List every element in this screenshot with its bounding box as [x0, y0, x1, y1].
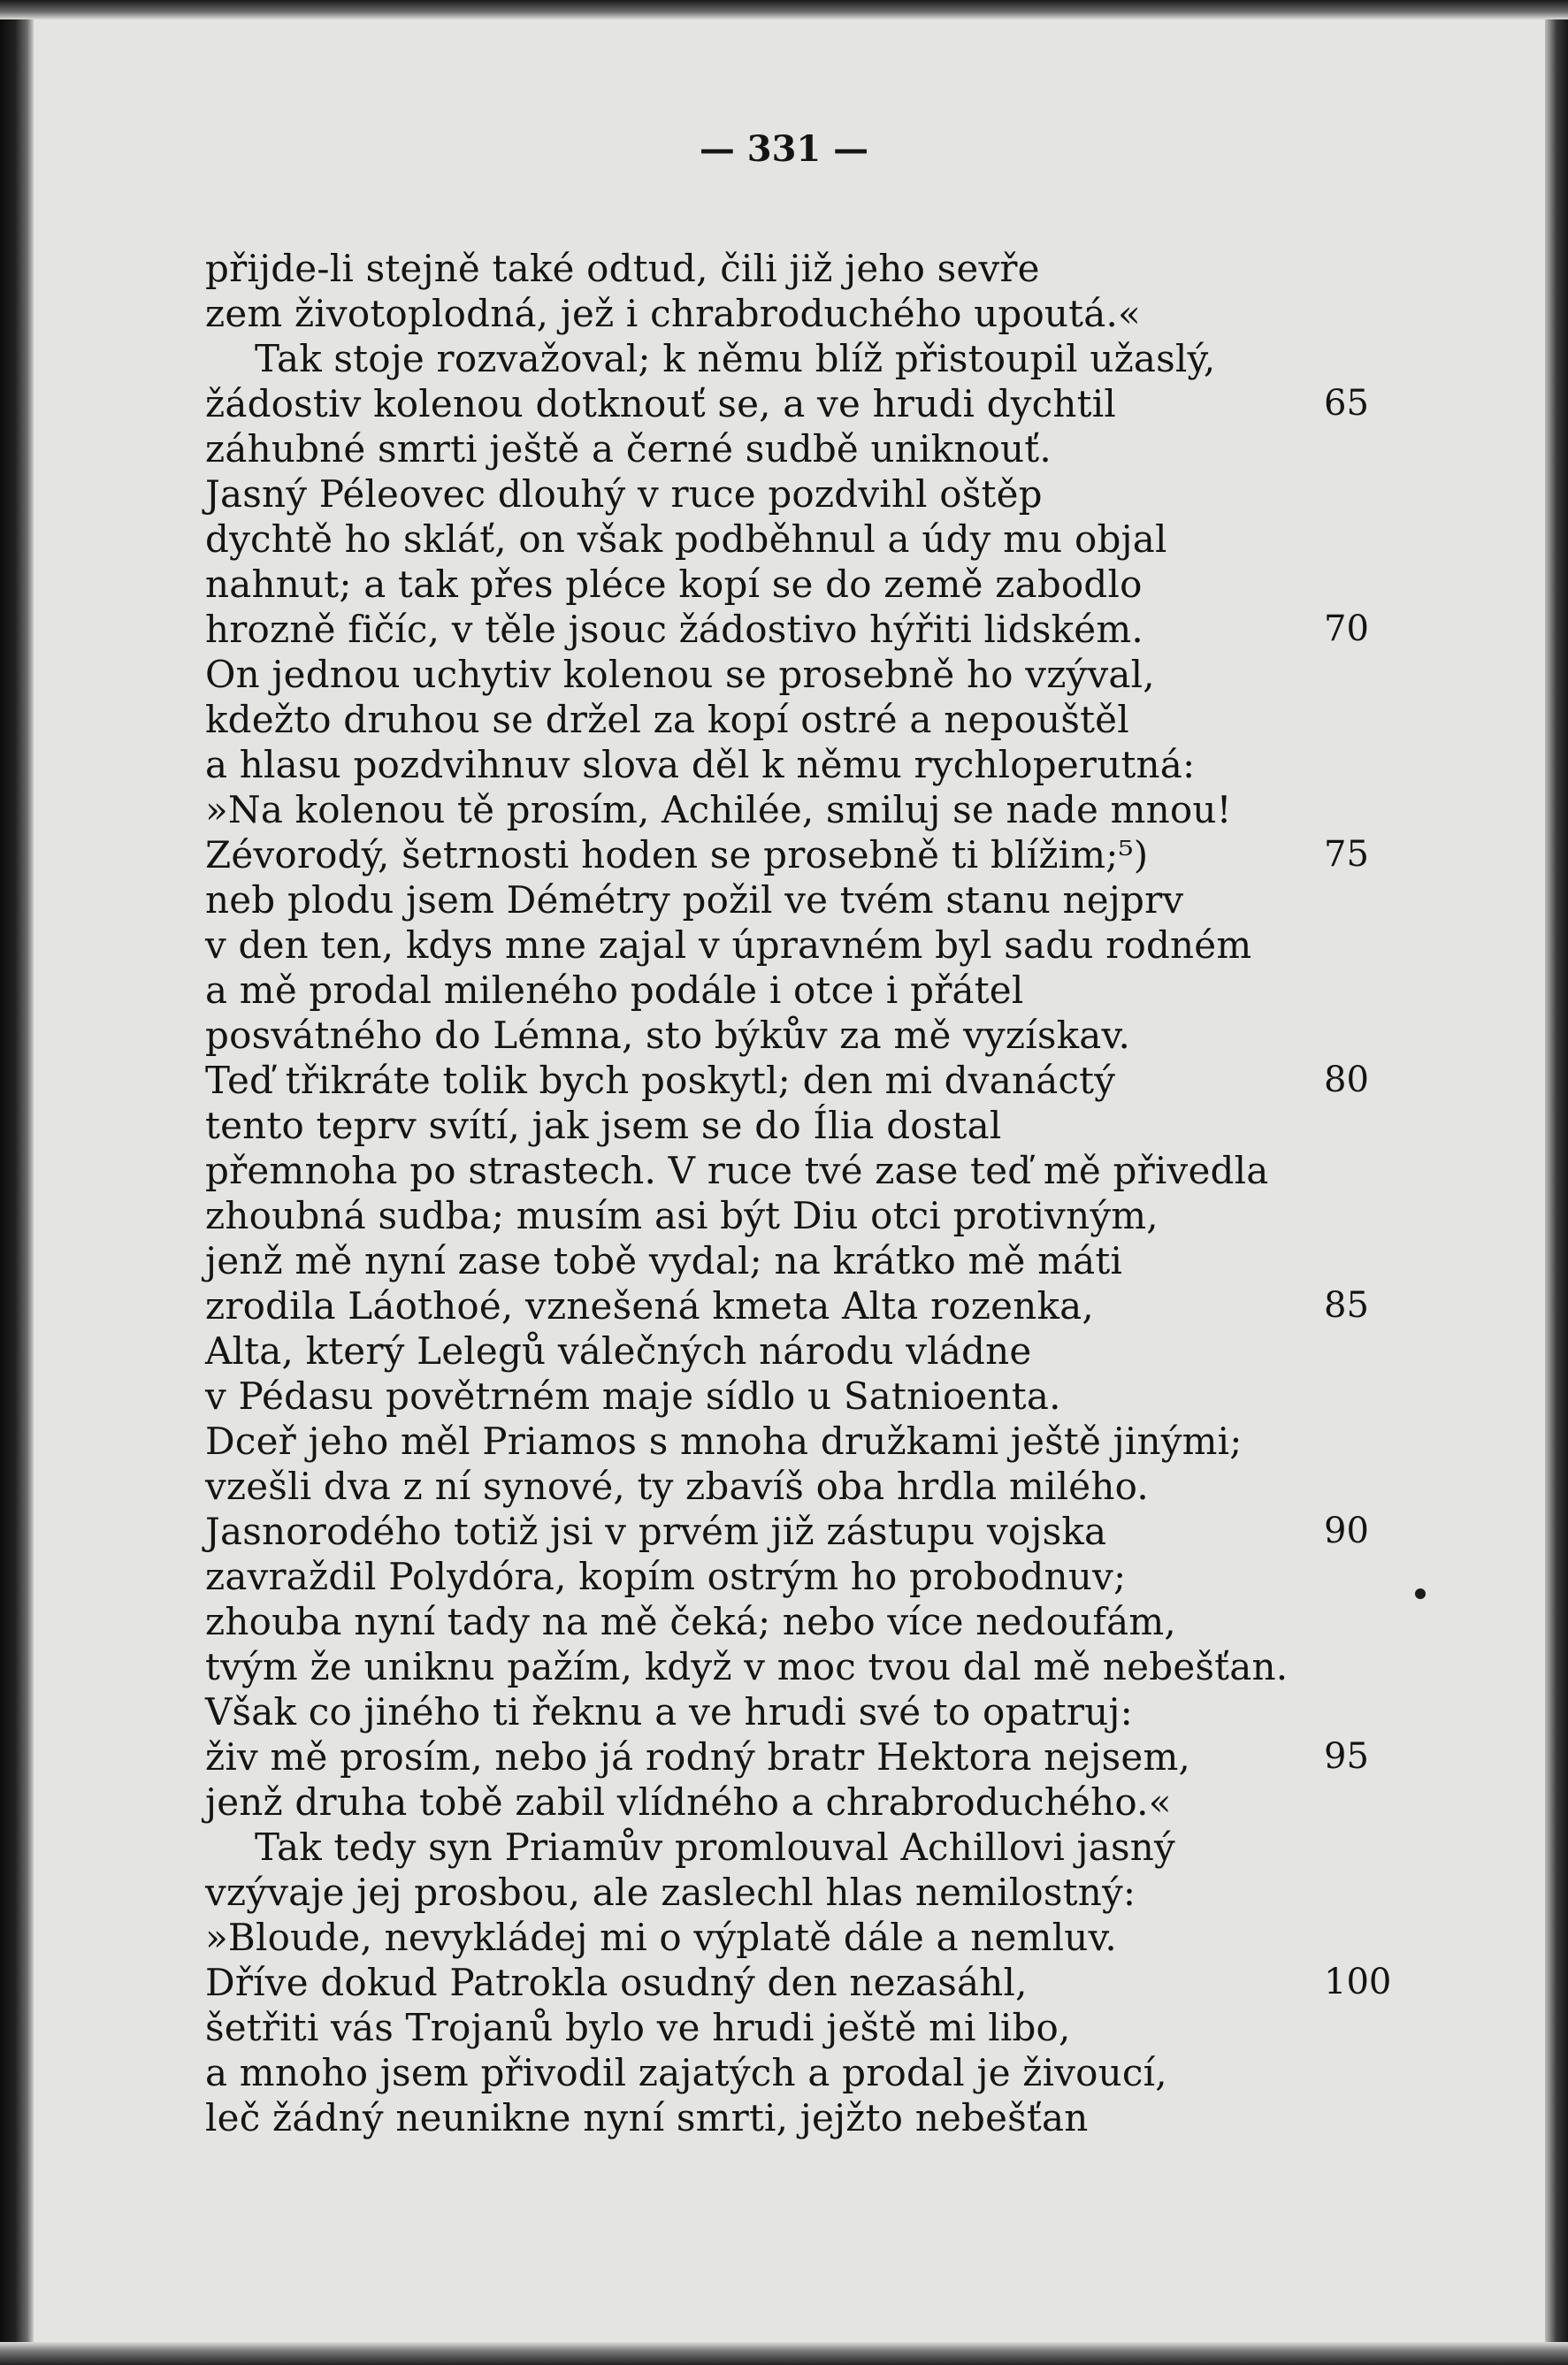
- verse-line-number: 65: [1324, 383, 1369, 424]
- verse-line: [205, 517, 1381, 562]
- verse-line-text: Tak stoje rozvažoval; k němu blíž přistoupil užaslý,: [255, 337, 1216, 380]
- verse-line: [205, 607, 1381, 652]
- verse-line: [205, 1238, 1381, 1283]
- verse-line-text: přijde-li stejně také odtud, čili již jeho sevře: [205, 247, 1040, 290]
- verse-line-text: Jasný Péleovec dlouhý v ruce pozdvihl oštěp: [205, 472, 1043, 516]
- verse-line: [205, 1419, 1381, 1464]
- verse-line: [205, 697, 1381, 742]
- verse-line-text: a mě prodal mileného podále i otce i přátel: [205, 968, 1024, 1012]
- verse-line-text: Alta, který Lelegů válečných národu vládne: [205, 1329, 1032, 1373]
- verse-line: [205, 1689, 1381, 1734]
- verse-line: [205, 787, 1381, 832]
- verse-line-text: zhouba nyní tady na mě čeká; nebo více nedoufám,: [205, 1600, 1176, 1643]
- verse-line: [205, 877, 1381, 922]
- verse-line-text: vzývaje jej prosbou, ale zaslechl hlas nemilostný:: [205, 1871, 1136, 1914]
- verse-line: [205, 381, 1381, 426]
- verse-line-text: leč žádný neunikne nyní smrti, jejžto nebešťan: [205, 2096, 1089, 2139]
- verse-line: [205, 1599, 1381, 1644]
- verse-line-number: 90: [1324, 1511, 1369, 1551]
- verse-line: [205, 652, 1381, 697]
- verse-line-text: Však co jiného ti řeknu a ve hrudi své to opatruj:: [205, 1690, 1133, 1734]
- verse-line: [205, 922, 1381, 968]
- verse-line-text: a mnoho jsem přivodil zajatých a prodal je živoucí,: [205, 2051, 1167, 2094]
- verse-line: [205, 246, 1381, 291]
- verse-line-text: Teď třikráte tolik bych poskytl; den mi dvanáctý: [205, 1059, 1116, 1102]
- verse-line-number: 80: [1324, 1060, 1369, 1100]
- verse-line-text: Dceř jeho měl Priamos s mnoha družkami ještě jinými;: [205, 1420, 1243, 1463]
- verse-line: [205, 1103, 1381, 1148]
- verse-line-text: tvým že uniknu pažím, když v moc tvou dal mě nebešťan.: [205, 1645, 1289, 1688]
- verse-line: [205, 1013, 1381, 1058]
- verse-line: [205, 1644, 1381, 1689]
- verse-text-block: [205, 246, 1392, 2140]
- verse-line: [205, 2050, 1381, 2095]
- verse-line: [205, 1374, 1381, 1419]
- verse-line-text: přemnoha po strastech. V ruce tvé zase teď mě přivedla: [205, 1149, 1269, 1192]
- verse-line-text: Tak tedy syn Priamův promlouval Achillovi jasný: [255, 1825, 1175, 1869]
- verse-line: [205, 1825, 1381, 1870]
- verse-line: [205, 471, 1381, 517]
- verse-line-text: zhoubná sudba; musím asi být Diu otci protivným,: [205, 1194, 1159, 1237]
- verse-line-number: 85: [1324, 1285, 1369, 1326]
- verse-line: [205, 1148, 1381, 1193]
- verse-line-text: a hlasu pozdvihnuv slova děl k němu rychloperutná:: [205, 743, 1196, 786]
- verse-line: [205, 1328, 1381, 1374]
- verse-line: [205, 1734, 1381, 1779]
- bottom-edge-shadow: [0, 2342, 1568, 2365]
- ink-speck: [1415, 1588, 1426, 1599]
- verse-line: [205, 1960, 1392, 2005]
- verse-line-text: hrozně fičíc, v těle jsouc žádostivo hýřiti lidském.: [205, 608, 1143, 651]
- verse-line-text: zavraždil Polydóra, kopím ostrým ho probodnuv;: [205, 1555, 1127, 1598]
- verse-line: [205, 2095, 1381, 2140]
- verse-line-text: nahnut; a tak přes pléce kopí se do země zabodlo: [205, 563, 1143, 606]
- verse-line: [205, 1464, 1381, 1509]
- verse-line: [205, 562, 1381, 607]
- binding-shadow: [0, 0, 34, 2365]
- verse-line-text: kdežto druhou se držel za kopí ostré a nepouštěl: [205, 698, 1129, 741]
- verse-line: [205, 1509, 1381, 1554]
- top-edge-shadow: [0, 0, 1568, 19]
- verse-line: [205, 1870, 1381, 1915]
- verse-line: [205, 1915, 1381, 1960]
- verse-line-text: jenž druha tobě zabil vlídného a chrabroduchého.«: [205, 1780, 1172, 1824]
- verse-line-text: šetřiti vás Trojanů bylo ve hrudi ještě mi libo,: [205, 2006, 1071, 2049]
- verse-line-text: záhubné smrti ještě a černé sudbě uniknouť.: [205, 427, 1052, 471]
- verse-line: [205, 1779, 1381, 1825]
- verse-line-text: dychtě ho skláť, on však podběhnul a údy mu objal: [205, 517, 1167, 561]
- verse-line: [205, 1058, 1381, 1103]
- verse-line-text: »Bloude, nevykládej mi o výplatě dále a nemluv.: [205, 1916, 1117, 1959]
- verse-line-text: jenž mě nyní zase tobě vydal; na krátko mě máti: [205, 1239, 1123, 1282]
- verse-line-text: Zévorodý, šetrnosti hoden se prosebně ti blížim;⁵): [205, 833, 1149, 876]
- verse-line: [205, 832, 1381, 877]
- verse-line-text: Jasnorodého totiž jsi v prvém již zástupu vojska: [205, 1510, 1107, 1553]
- verse-line: [205, 1193, 1381, 1238]
- verse-line-text: Dříve dokud Patrokla osudný den nezasáhl,: [205, 1961, 1028, 2004]
- verse-line-text: v Pédasu povětrném maje sídlo u Satnioenta.: [205, 1374, 1061, 1418]
- verse-line-number: 100: [1324, 1962, 1392, 2002]
- verse-line: [205, 968, 1381, 1013]
- verse-line: [205, 1554, 1381, 1599]
- verse-line-text: On jednou uchytiv kolenou se prosebně ho vzýval,: [205, 653, 1155, 696]
- verse-line-number: 70: [1324, 608, 1369, 649]
- verse-line-number: 75: [1324, 834, 1369, 875]
- verse-line-text: zrodila Láothoé, vznešená kmeta Alta rozenka,: [205, 1284, 1094, 1328]
- verse-line-text: »Na kolenou tě prosím, Achilée, smiluj se nade mnou!: [205, 788, 1232, 831]
- verse-line: [205, 2005, 1381, 2050]
- verse-line-number: 95: [1324, 1736, 1369, 1777]
- verse-line-text: posvátného do Lémna, sto býkův za mě vyzískav.: [205, 1014, 1131, 1057]
- verse-line-text: živ mě prosím, nebo já rodný bratr Hektora nejsem,: [205, 1735, 1191, 1779]
- verse-line-text: tento teprv svítí, jak jsem se do Ília dostal: [205, 1104, 1002, 1147]
- verse-line-text: žádostiv kolenou dotknouť se, a ve hrudi dychtil: [205, 382, 1116, 425]
- verse-line-text: vzešli dva z ní synové, ty zbavíš oba hrdla milého.: [205, 1465, 1149, 1508]
- verse-line-text: v den ten, kdys mne zajal v úpravném byl sadu rodném: [205, 923, 1252, 967]
- verse-line-text: neb plodu jsem Démétry požil ve tvém stanu nejprv: [205, 878, 1184, 922]
- page-number-header: — 331 —: [699, 128, 869, 170]
- page-edge-shadow: [1545, 0, 1568, 2365]
- verse-line: [205, 1283, 1381, 1328]
- verse-line-text: zem životoplodná, jež i chrabroduchého upoutá.«: [205, 292, 1141, 335]
- verse-line: [205, 291, 1381, 336]
- verse-line: [205, 742, 1381, 787]
- verse-line: [205, 336, 1381, 381]
- verse-line: [205, 426, 1381, 471]
